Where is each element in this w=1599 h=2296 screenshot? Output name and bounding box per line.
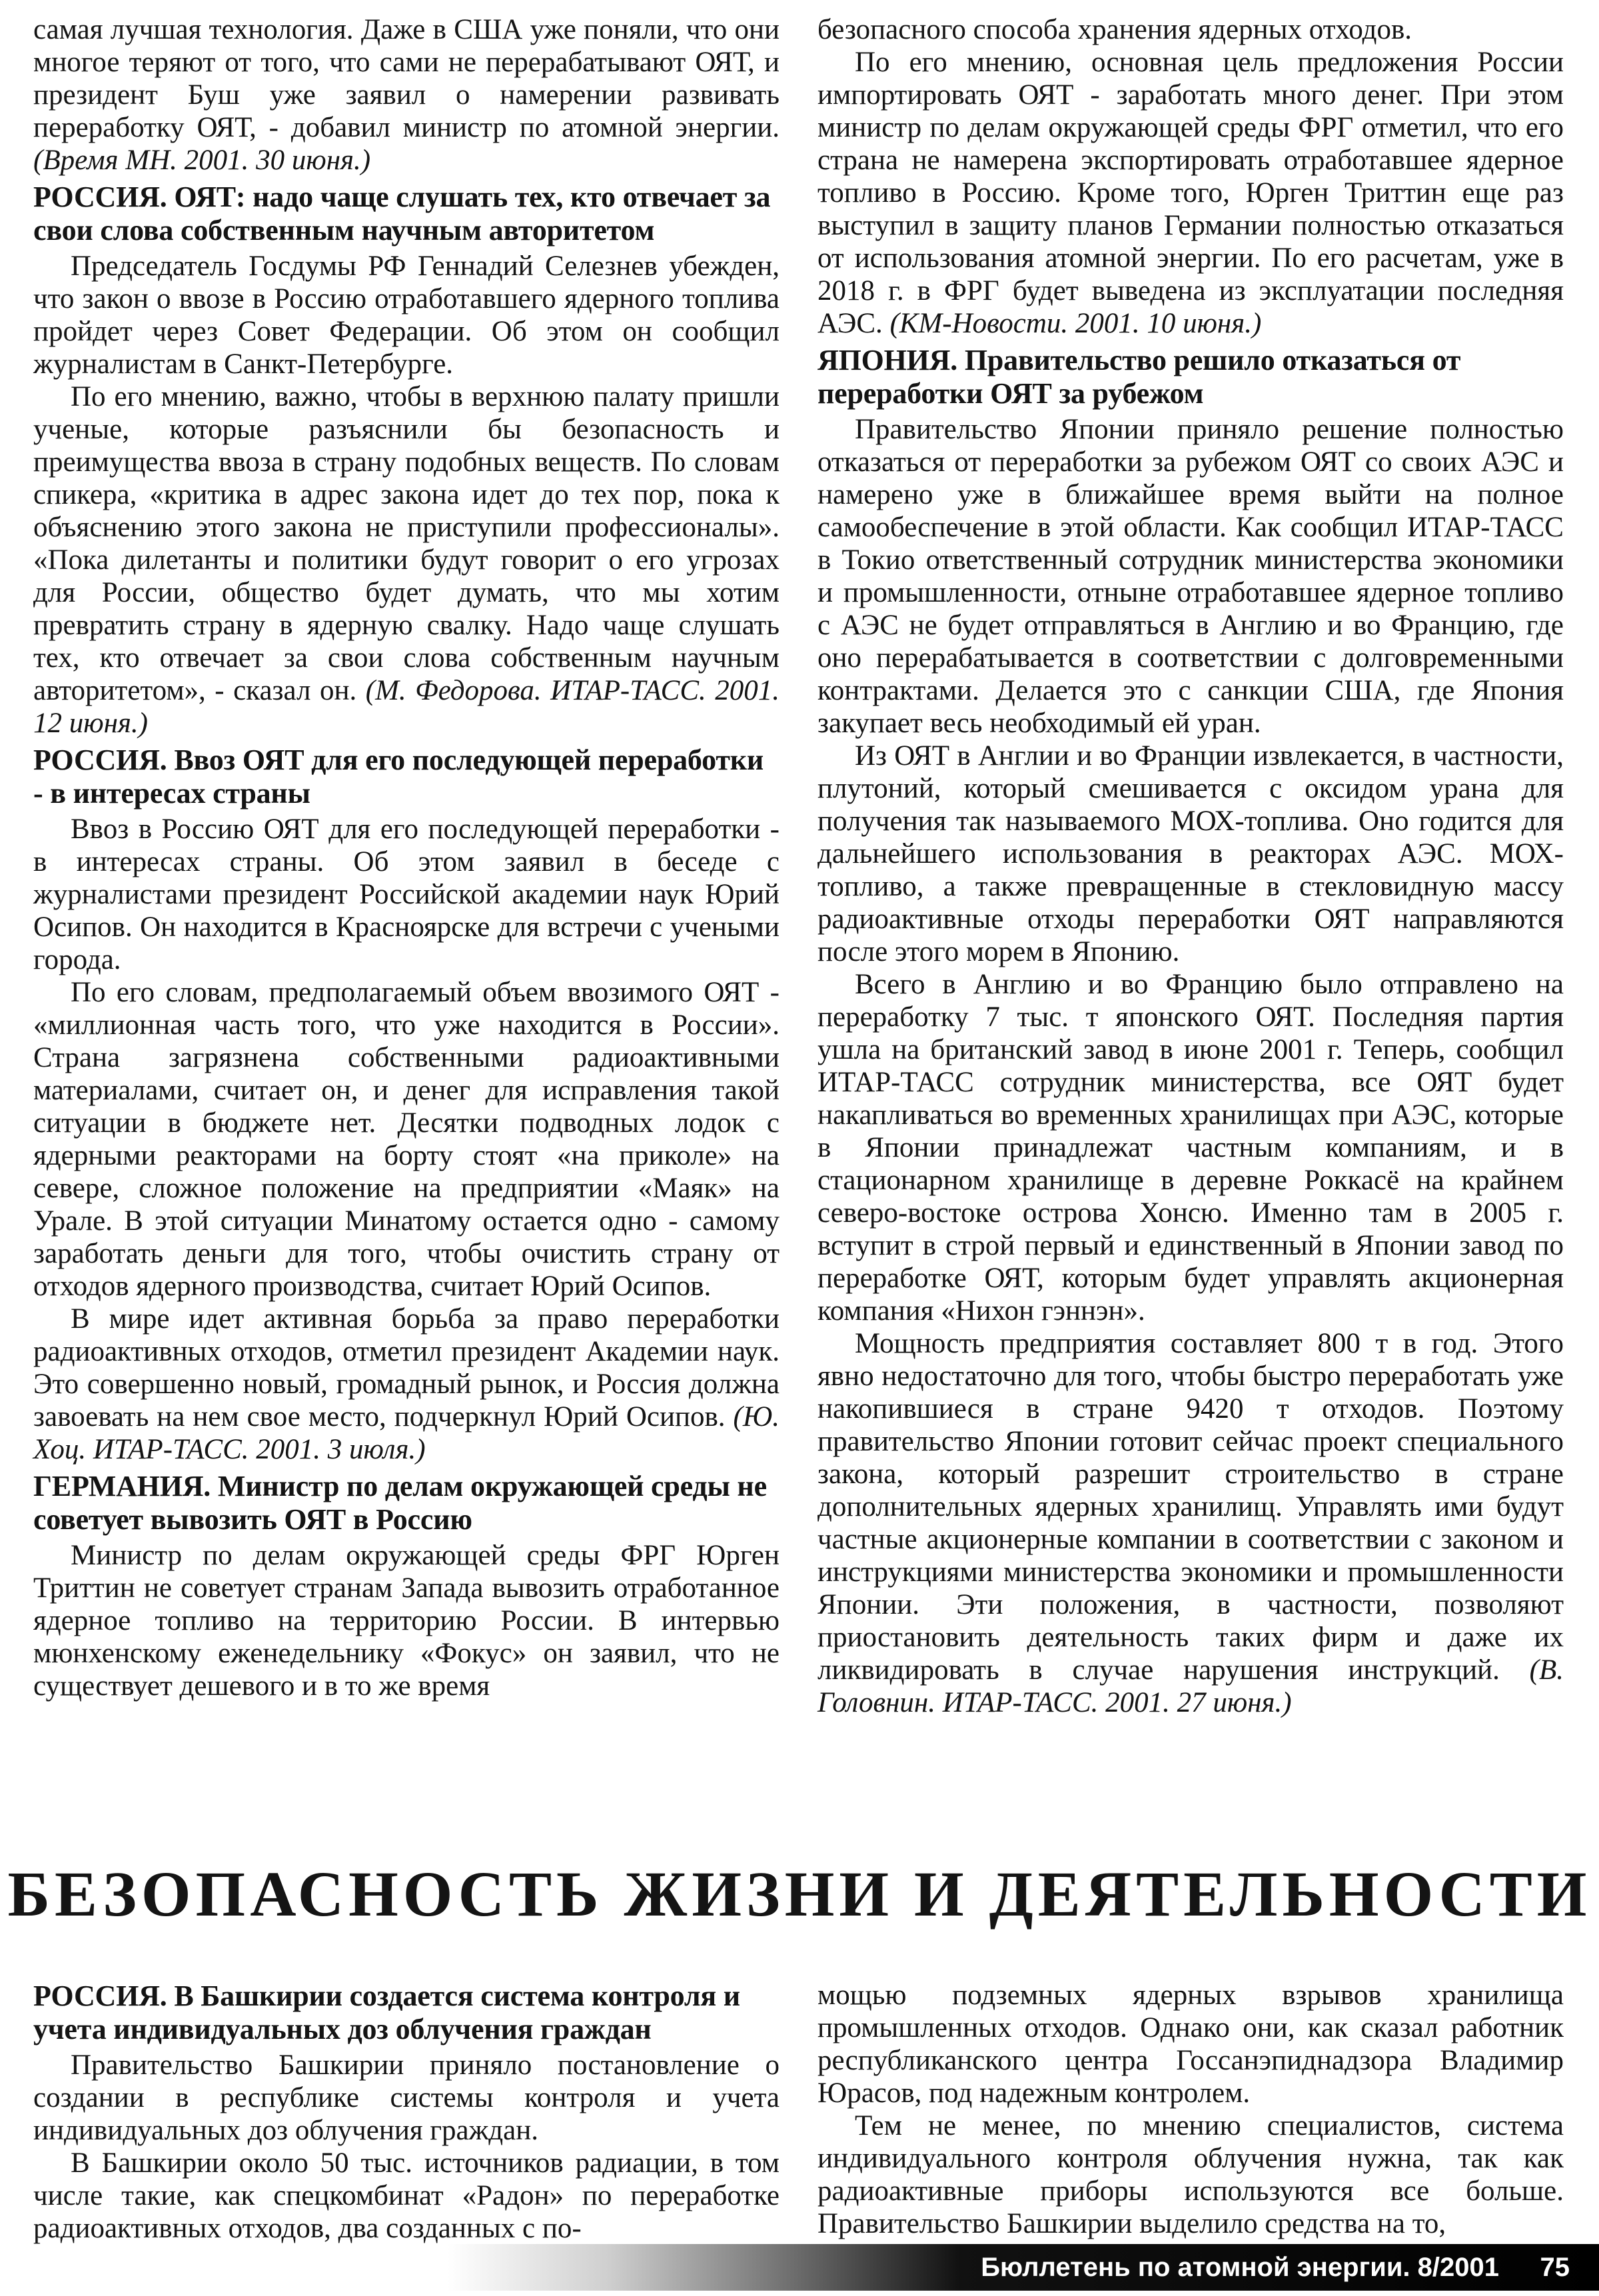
article-title-japan: ЯПОНИЯ. Правительство решило отказаться от переработки ОЯТ за рубежом: [817, 344, 1461, 410]
column-left-bottom: [33, 1976, 780, 2245]
page-number: 75: [1540, 2253, 1570, 2282]
article-title-seleznev: РОССИЯ. ОЯТ: надо чаще слушать тех, кто отвечает за свои слова собственным научным авторитетом: [33, 181, 771, 247]
paragraph-continuation: мощью подземных ядерных взрывов хранилища промышленных отходов. Однако они, как сказал работник республиканского центра Госсанэпиднадзора Владимир Юрасов, под надежным контролем.: [817, 1980, 1564, 2109]
paragraph: Мощность предприятия составляет 800 т в год. Этого явно недостаточно для того, чтобы быстро переработать уже накопившиеся в стране 9420 т отходов. Поэтому правительство Японии готовит сейчас проект специального закона, который разрешит строительство в стране дополнительных ядерных хранилищ. Управлять ими будут частные акционерные компании в соответствии с законом и инструкциями министерства экономики и промышленности Японии. Эти положения, в частности, позволяют приостановить деятельность таких фирм и даже их ликвидировать в случае нарушения инструкций. (В. Головнин. ИТАР-ТАСС. 2001. 27 июня.): [817, 1328, 1564, 1718]
paragraph: В мире идет активная борьба за право переработки радиоактивных отходов, отметил президент Академии наук. Это совершенно новый, громадный рынок, и Россия должна завоевать на нем свое место, подчеркнул Юрий Осипов. (Ю. Хоц. ИТАР-ТАСС. 2001. 3 июля.): [33, 1303, 780, 1465]
source-citation: (Ю. Хоц. ИТАР-ТАСС. 2001. 3 июля.): [33, 1401, 780, 1465]
paragraph: Ввоз в Россию ОЯТ для его последующей переработки - в интересах страны. Об этом заявил в беседе с журналистами президент Российской академии наук Юрий Осипов. Он находится в Красноярске для встречи с учеными города.: [33, 814, 780, 975]
paragraph: Всего в Англию и во Францию было отправлено на переработку 7 тыс. т японского ОЯТ. Последняя партия ушла на британский завод в июне 2001 г. Теперь, сообщил ИТАР-ТАСС сотрудник министерства, все ОЯТ будет накапливаться во временных хранилищах при АЭС, которые в Японии принадлежат частным компаниям, и в стационарном хранилище в деревне Роккасё на крайнем северо-востоке острова Хонсю. Именно там в 2005 г. вступит в строй первый и единственный в Японии завод по переработке ОЯТ, которым будет управлять акционерная компания «Нихон гэннэн».: [817, 969, 1564, 1327]
paragraph: По его мнению, основная цель предложения России импортировать ОЯТ - заработать много денег. При этом министр по делам окружающей среды ФРГ отметил, что его страна не намерена экспортировать отработавшее ядерное топливо в Россию. Кроме того, Юрген Триттин еще раз выступил в защиту планов Германии полностью отказаться от использования атомной энергии. По его расчетам, уже в 2018 г. в ФРГ будет выведена из эксплуатации последняя АЭС. (КМ-Новости. 2001. 10 июня.): [817, 47, 1564, 339]
article-title-germany: ГЕРМАНИЯ. Министр по делам окружающей среды не советует вывозить ОЯТ в Россию: [33, 1470, 767, 1536]
section-title: БЕЗОПАСНОСТЬ ЖИЗНИ И ДЕЯТЕЛЬНОСТИ: [7, 1858, 1592, 1930]
paragraph: Председатель Госдумы РФ Геннадий Селезнев убежден, что закон о ввозе в Россию отработавшего ядерного топлива пройдет через Совет Федерации. Об этом он сообщил журналистам в Санкт-Петербурге.: [33, 251, 780, 380]
paragraph: По его словам, предполагаемый объем ввозимого ОЯТ - «миллионная часть того, что уже находится в России». Страна загрязнена собственными радиоактивными материалами, считает он, и денег для исправления такой ситуации в бюджете нет. Десятки подводных лодок с ядерными реакторами на борту стоят «на приколе» на севере, сложное положение на предприятии «Маяк» на Урале. В этой ситуации Минатому остается одно - самому заработать деньги для того, чтобы очистить страну от отходов ядерного производства, считает Юрий Осипов.: [33, 977, 780, 1302]
source-citation: (Время МН. 2001. 30 июня.): [33, 145, 371, 176]
column-left-top: [33, 13, 780, 1702]
article-title-osipov: РОССИЯ. Ввоз ОЯТ для его последующей переработки - в интересах страны: [33, 744, 764, 810]
article-title-bashkiria: РОССИЯ. В Башкирии создается система контроля и учета индивидуальных доз облучения граждан: [33, 1980, 740, 2045]
paragraph: По его мнению, важно, чтобы в верхнюю палату пришли ученые, которые разъяснили бы безопасность и преимущества ввоза в страну подобных веществ. По словам спикера, «критика в адрес закона идет до тех пор, пока к объяснению этого закона не приступили профессионалы». «Пока дилетанты и политики будут говорит о его угрозах для России, общество будет думать, что мы хотим превратить страну в ядерную свалку. Надо чаще слушать тех, кто отвечает за свои слова собственным научным авторитетом», - сказал он. (М. Федорова. ИТАР-ТАСС. 2001. 12 июня.): [33, 381, 780, 739]
paragraph: Тем не менее, по мнению специалистов, система индивидуального контроля облучения нужна, так как радиоактивные приборы используются все больше. Правительство Башкирии выделило средства на то,: [817, 2110, 1564, 2239]
source-citation: (В. Головнин. ИТАР-ТАСС. 2001. 27 июня.): [817, 1654, 1564, 1718]
footer-bar: [0, 2244, 1599, 2291]
source-citation: (КМ-Новости. 2001. 10 июня.): [889, 308, 1262, 339]
column-right-bottom: [817, 1979, 1564, 2240]
paragraph: Из ОЯТ в Англии и во Франции извлекается, в частности, плутоний, который смешивается с оксидом урана для получения так называемого МОХ-топлива. Оно годится для дальнейшего использования в реакторах АЭС. МОХ-топливо, а также превращенные в стекловидную массу радиоактивные отходы переработки ОЯТ направляются после этого морем в Японию.: [817, 740, 1564, 967]
paragraph: Правительство Японии приняло решение полностью отказаться от переработки за рубежом ОЯТ со своих АЭС и намерено уже в ближайшее время выйти на полное самообеспечение в этой области. Как сообщил ИТАР-ТАСС в Токио ответственный сотрудник министерства экономики и промышленности, отныне отработавшее ядерное топливо с АЭС не будет отправляться в Англию и во Францию, где оно перерабатывается в соответствии с долговременными контрактами. Делается это с санкции США, где Япония закупает весь необходимый ей уран.: [817, 414, 1564, 739]
paragraph: В Башкирии около 50 тыс. источников радиации, в том числе такие, как спецкомбинат «Радон» по переработке радиоактивных отходов, два созданных с по-: [33, 2147, 780, 2244]
paragraph: Министр по делам окружающей среды ФРГ Юрген Триттин не советует странам Запада вывозить отработанное ядерное топливо на территорию России. В интервью мюнхенскому еженедельнику «Фокус» он заявил, что не существует дешевого и в то же время: [33, 1540, 780, 1702]
column-right-top: [817, 13, 1564, 1719]
paragraph-continuation: безопасного способа хранения ядерных отходов.: [817, 14, 1412, 45]
paragraph-continuation: самая лучшая технология. Даже в США уже поняли, что они многое теряют от того, что сами не перерабатывают ОЯТ, и президент Буш уже заявил о намерении развивать переработку ОЯТ, - добавил министр по атомной энергии. (Время МН. 2001. 30 июня.): [33, 14, 780, 176]
paragraph: Правительство Башкирии приняло постановление о создании в республике системы контроля и учета индивидуальных доз облучения граждан.: [33, 2049, 780, 2146]
source-citation: (М. Федорова. ИТАР-ТАСС. 2001. 12 июня.): [33, 675, 780, 739]
publication-title: Бюллетень по атомной энергии. 8/2001: [981, 2253, 1499, 2282]
